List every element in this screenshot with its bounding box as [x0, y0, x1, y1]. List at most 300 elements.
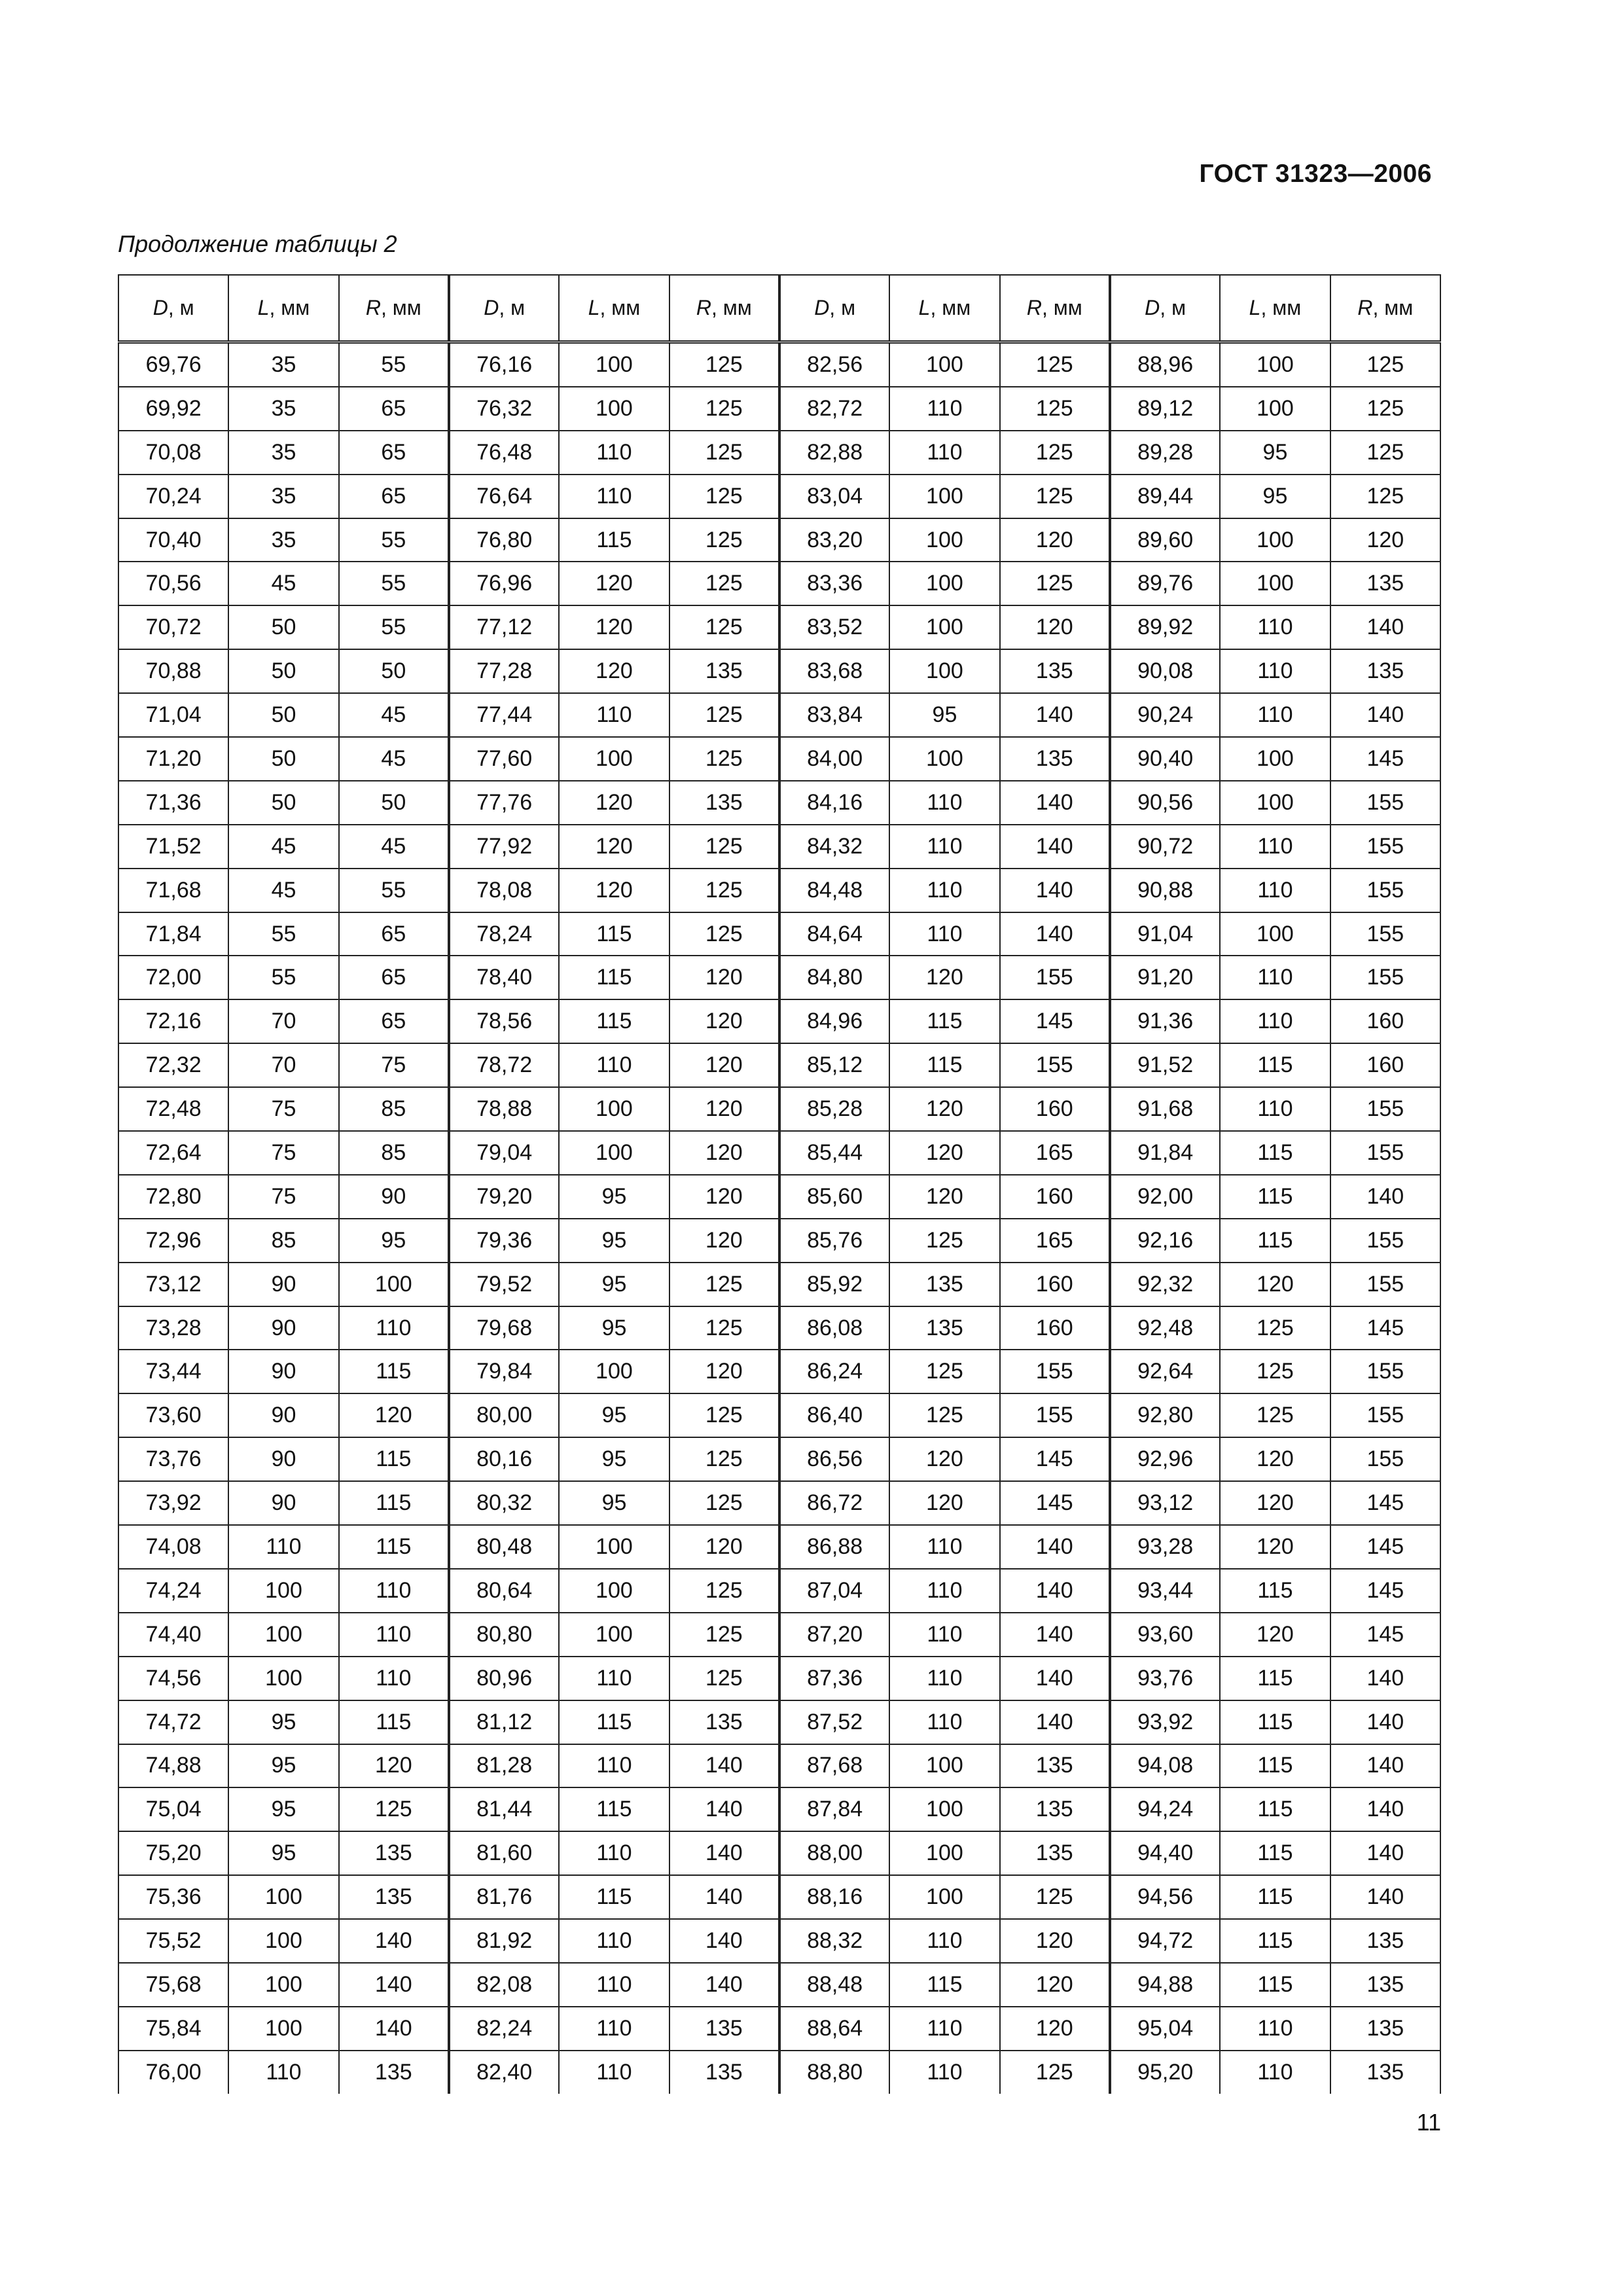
- table-cell: 85,60: [779, 1175, 889, 1219]
- table-cell: 115: [559, 1787, 669, 1831]
- table-cell: 120: [889, 1087, 999, 1131]
- table-cell: 120: [1000, 605, 1110, 649]
- table-cell: 100: [1220, 781, 1330, 825]
- table-cell: 71,84: [118, 912, 228, 956]
- table-cell: 125: [669, 912, 779, 956]
- table-cell: 120: [669, 1219, 779, 1263]
- table-cell: 90,08: [1110, 649, 1220, 693]
- table-row: [118, 1744, 1440, 1788]
- table-cell: 115: [559, 912, 669, 956]
- table-cell: 86,72: [779, 1481, 889, 1525]
- table-cell: 86,88: [779, 1525, 889, 1569]
- column-symbol: R: [1026, 296, 1042, 319]
- table-cell: 125: [1000, 475, 1110, 518]
- table-cell: 100: [889, 1787, 999, 1831]
- table-cell: 80,00: [449, 1393, 559, 1437]
- table-cell: 110: [889, 1569, 999, 1613]
- table-cell: 140: [1000, 825, 1110, 869]
- table-row: [118, 1131, 1440, 1175]
- table-cell: 71,68: [118, 869, 228, 912]
- table-cell: 55: [339, 562, 449, 605]
- table-cell: 75,04: [118, 1787, 228, 1831]
- column-symbol: L: [1249, 296, 1261, 319]
- table-row: [118, 1787, 1440, 1831]
- table-cell: 165: [1000, 1131, 1110, 1175]
- table-cell: 81,76: [449, 1875, 559, 1919]
- table-cell: 83,68: [779, 649, 889, 693]
- table-cell: 95: [339, 1219, 449, 1263]
- table-cell: 35: [228, 475, 338, 518]
- table-cell: 72,96: [118, 1219, 228, 1263]
- table-cell: 95: [559, 1306, 669, 1350]
- table-cell: 110: [1220, 605, 1330, 649]
- table-cell: 110: [1220, 825, 1330, 869]
- table-cell: 75: [228, 1131, 338, 1175]
- table-cell: 70: [228, 1043, 338, 1087]
- table-cell: 83,04: [779, 475, 889, 518]
- table-cell: 50: [339, 649, 449, 693]
- table-cell: 80,48: [449, 1525, 559, 1569]
- table-cell: 110: [339, 1569, 449, 1613]
- table-cell: 110: [559, 1744, 669, 1788]
- table-cell: 110: [889, 869, 999, 912]
- table-cell: 155: [1000, 1393, 1110, 1437]
- table-cell: 135: [339, 1831, 449, 1875]
- table-cell: 110: [339, 1613, 449, 1657]
- table-cell: 50: [228, 781, 338, 825]
- column-header: [1000, 275, 1110, 342]
- table-cell: 91,36: [1110, 999, 1220, 1043]
- table-cell: 74,24: [118, 1569, 228, 1613]
- table-cell: 83,36: [779, 562, 889, 605]
- table-cell: 120: [559, 781, 669, 825]
- table-cell: 89,12: [1110, 387, 1220, 431]
- table-row: [118, 1657, 1440, 1700]
- table-cell: 115: [1220, 1744, 1330, 1788]
- table-cell: 100: [889, 1831, 999, 1875]
- table-cell: 87,68: [779, 1744, 889, 1788]
- table-cell: 100: [559, 387, 669, 431]
- table-cell: 74,88: [118, 1744, 228, 1788]
- table-cell: 90: [228, 1263, 338, 1306]
- table-cell: 110: [559, 2051, 669, 2094]
- table-row: [118, 869, 1440, 912]
- table-cell: 120: [559, 649, 669, 693]
- table-cell: 65: [339, 387, 449, 431]
- column-symbol: R: [1357, 296, 1373, 319]
- table-cell: 135: [1330, 2051, 1440, 2094]
- column-symbol: D: [814, 296, 830, 319]
- table-row: [118, 1875, 1440, 1919]
- table-cell: 90: [228, 1350, 338, 1393]
- table-cell: 83,52: [779, 605, 889, 649]
- table-cell: 100: [559, 1350, 669, 1393]
- table-cell: 45: [228, 825, 338, 869]
- table-cell: 88,64: [779, 2007, 889, 2051]
- table-cell: 70,24: [118, 475, 228, 518]
- table-cell: 140: [1330, 1831, 1440, 1875]
- table-cell: 65: [339, 431, 449, 475]
- table-cell: 74,40: [118, 1613, 228, 1657]
- table-cell: 100: [559, 342, 669, 387]
- table-row: [118, 1437, 1440, 1481]
- table-cell: 69,76: [118, 342, 228, 387]
- table-cell: 125: [669, 431, 779, 475]
- table-cell: 93,12: [1110, 1481, 1220, 1525]
- table-cell: 145: [1330, 1306, 1440, 1350]
- table-cell: 76,00: [118, 2051, 228, 2094]
- table-cell: 110: [1220, 2051, 1330, 2094]
- table-cell: 135: [339, 1875, 449, 1919]
- table-row: [118, 1831, 1440, 1875]
- table-cell: 125: [669, 1569, 779, 1613]
- table-cell: 73,92: [118, 1481, 228, 1525]
- table-cell: 84,80: [779, 956, 889, 999]
- table-cell: 72,80: [118, 1175, 228, 1219]
- table-cell: 35: [228, 518, 338, 562]
- table-cell: 70,88: [118, 649, 228, 693]
- table-cell: 100: [559, 737, 669, 781]
- table-cell: 115: [1220, 1875, 1330, 1919]
- column-unit: , мм: [269, 296, 310, 319]
- table-cell: 79,52: [449, 1263, 559, 1306]
- table-cell: 81,44: [449, 1787, 559, 1831]
- table-cell: 75,36: [118, 1875, 228, 1919]
- table-cell: 140: [669, 1963, 779, 2007]
- table-cell: 125: [669, 518, 779, 562]
- table-cell: 70,72: [118, 605, 228, 649]
- column-header: [118, 275, 228, 342]
- table-cell: 84,48: [779, 869, 889, 912]
- table-cell: 90: [228, 1306, 338, 1350]
- table-cell: 77,12: [449, 605, 559, 649]
- table-cell: 93,92: [1110, 1700, 1220, 1744]
- page-number: 11: [1416, 2109, 1441, 2136]
- table-cell: 55: [339, 342, 449, 387]
- table-cell: 155: [1330, 1219, 1440, 1263]
- table-cell: 70,40: [118, 518, 228, 562]
- table-cell: 115: [339, 1700, 449, 1744]
- table-cell: 115: [339, 1525, 449, 1569]
- table-cell: 78,08: [449, 869, 559, 912]
- table-cell: 145: [1000, 1437, 1110, 1481]
- table-cell: 120: [1220, 1481, 1330, 1525]
- table-cell: 100: [228, 1613, 338, 1657]
- data-table: [118, 274, 1441, 2094]
- table-cell: 72,32: [118, 1043, 228, 1087]
- table-cell: 65: [339, 475, 449, 518]
- table-cell: 100: [889, 605, 999, 649]
- table-cell: 115: [1220, 1700, 1330, 1744]
- table-cell: 73,76: [118, 1437, 228, 1481]
- table-cell: 135: [1330, 1919, 1440, 1963]
- table-cell: 88,32: [779, 1919, 889, 1963]
- table-cell: 120: [339, 1744, 449, 1788]
- table-cell: 120: [1220, 1437, 1330, 1481]
- table-cell: 100: [889, 1744, 999, 1788]
- table-cell: 95: [228, 1700, 338, 1744]
- table-cell: 160: [1000, 1306, 1110, 1350]
- column-symbol: D: [152, 296, 168, 319]
- table-cell: 78,24: [449, 912, 559, 956]
- table-cell: 120: [889, 1437, 999, 1481]
- table-cell: 74,72: [118, 1700, 228, 1744]
- table-cell: 115: [889, 1963, 999, 2007]
- table-cell: 120: [669, 1525, 779, 1569]
- table-cell: 110: [559, 475, 669, 518]
- table-cell: 91,52: [1110, 1043, 1220, 1087]
- table-cell: 140: [1330, 1657, 1440, 1700]
- table-cell: 140: [1330, 605, 1440, 649]
- table-cell: 110: [339, 1657, 449, 1700]
- table-cell: 84,00: [779, 737, 889, 781]
- column-unit: , м: [829, 296, 856, 319]
- table-row: [118, 1569, 1440, 1613]
- table-cell: 94,88: [1110, 1963, 1220, 2007]
- table-cell: 35: [228, 387, 338, 431]
- table-cell: 125: [669, 737, 779, 781]
- table-cell: 80,64: [449, 1569, 559, 1613]
- table-header: [118, 275, 1440, 342]
- table-cell: 155: [1330, 1393, 1440, 1437]
- table-cell: 82,08: [449, 1963, 559, 2007]
- table-cell: 100: [1220, 737, 1330, 781]
- table-cell: 155: [1330, 781, 1440, 825]
- table-cell: 115: [559, 956, 669, 999]
- table-cell: 125: [889, 1393, 999, 1437]
- table-cell: 145: [1000, 1481, 1110, 1525]
- table-cell: 75,84: [118, 2007, 228, 2051]
- table-cell: 70,56: [118, 562, 228, 605]
- table-cell: 78,72: [449, 1043, 559, 1087]
- table-cell: 70,08: [118, 431, 228, 475]
- table-cell: 110: [559, 1831, 669, 1875]
- column-header: [449, 275, 559, 342]
- table-cell: 110: [339, 1306, 449, 1350]
- table-cell: 125: [669, 693, 779, 737]
- table-cell: 92,64: [1110, 1350, 1220, 1393]
- table-cell: 87,20: [779, 1613, 889, 1657]
- table-cell: 92,80: [1110, 1393, 1220, 1437]
- table-cell: 91,84: [1110, 1131, 1220, 1175]
- table-cell: 110: [889, 825, 999, 869]
- table-cell: 100: [228, 1875, 338, 1919]
- table-cell: 83,84: [779, 693, 889, 737]
- table-cell: 115: [559, 1875, 669, 1919]
- table-row: [118, 999, 1440, 1043]
- table-row: [118, 825, 1440, 869]
- table-cell: 100: [559, 1569, 669, 1613]
- table-cell: 155: [1330, 1350, 1440, 1393]
- table-cell: 80,16: [449, 1437, 559, 1481]
- table-cell: 100: [889, 518, 999, 562]
- table-cell: 135: [1000, 1831, 1110, 1875]
- table-cell: 115: [1220, 1175, 1330, 1219]
- table-cell: 84,16: [779, 781, 889, 825]
- table-cell: 86,08: [779, 1306, 889, 1350]
- table-cell: 88,00: [779, 1831, 889, 1875]
- table-cell: 45: [339, 693, 449, 737]
- table-cell: 125: [669, 605, 779, 649]
- table-cell: 140: [669, 1875, 779, 1919]
- table-cell: 135: [1330, 1963, 1440, 2007]
- table-cell: 73,12: [118, 1263, 228, 1306]
- table-cell: 88,80: [779, 2051, 889, 2094]
- table-cell: 74,08: [118, 1525, 228, 1569]
- table-row: [118, 605, 1440, 649]
- table-cell: 115: [339, 1350, 449, 1393]
- table-cell: 110: [889, 1613, 999, 1657]
- table-cell: 120: [1220, 1613, 1330, 1657]
- table-cell: 80,80: [449, 1613, 559, 1657]
- table-cell: 145: [1000, 999, 1110, 1043]
- table-cell: 82,40: [449, 2051, 559, 2094]
- table-cell: 75: [228, 1087, 338, 1131]
- table-cell: 140: [339, 2007, 449, 2051]
- table-cell: 81,60: [449, 1831, 559, 1875]
- table-row: [118, 342, 1440, 387]
- table-row: [118, 387, 1440, 431]
- table-cell: 115: [1220, 1657, 1330, 1700]
- table-cell: 100: [889, 562, 999, 605]
- table-cell: 125: [669, 825, 779, 869]
- table-cell: 125: [1000, 387, 1110, 431]
- table-cell: 83,20: [779, 518, 889, 562]
- table-cell: 85: [339, 1131, 449, 1175]
- table-cell: 110: [889, 387, 999, 431]
- table-cell: 120: [559, 825, 669, 869]
- table-row: [118, 1219, 1440, 1263]
- table-cell: 125: [1330, 431, 1440, 475]
- table-cell: 110: [559, 693, 669, 737]
- table-cell: 95: [889, 693, 999, 737]
- column-unit: , мм: [1372, 296, 1414, 319]
- table-cell: 120: [1000, 1919, 1110, 1963]
- table-cell: 87,52: [779, 1700, 889, 1744]
- table-cell: 110: [889, 1919, 999, 1963]
- table-cell: 110: [1220, 869, 1330, 912]
- table-cell: 80,32: [449, 1481, 559, 1525]
- table-cell: 155: [1330, 956, 1440, 999]
- table-cell: 75: [339, 1043, 449, 1087]
- column-symbol: D: [1145, 296, 1160, 319]
- table-cell: 100: [889, 737, 999, 781]
- table-cell: 100: [889, 475, 999, 518]
- table-cell: 110: [889, 1700, 999, 1744]
- table-cell: 77,92: [449, 825, 559, 869]
- table-cell: 90,72: [1110, 825, 1220, 869]
- table-cell: 70: [228, 999, 338, 1043]
- table-cell: 100: [1220, 518, 1330, 562]
- table-cell: 88,48: [779, 1963, 889, 2007]
- table-cell: 120: [669, 1175, 779, 1219]
- table-cell: 110: [559, 2007, 669, 2051]
- table-body: [118, 342, 1440, 2094]
- table-cell: 82,72: [779, 387, 889, 431]
- table-cell: 110: [1220, 2007, 1330, 2051]
- table-cell: 120: [1220, 1525, 1330, 1569]
- table-cell: 125: [669, 1393, 779, 1437]
- table-cell: 120: [559, 562, 669, 605]
- table-cell: 90: [339, 1175, 449, 1219]
- table-cell: 100: [228, 1657, 338, 1700]
- table-row: [118, 1043, 1440, 1087]
- table-cell: 100: [228, 1963, 338, 2007]
- table-cell: 115: [559, 999, 669, 1043]
- table-cell: 45: [339, 825, 449, 869]
- table-cell: 155: [1330, 869, 1440, 912]
- table-cell: 79,68: [449, 1306, 559, 1350]
- table-cell: 79,20: [449, 1175, 559, 1219]
- table-row: [118, 1919, 1440, 1963]
- table-row: [118, 1393, 1440, 1437]
- table-cell: 84,96: [779, 999, 889, 1043]
- table-cell: 91,68: [1110, 1087, 1220, 1131]
- table-cell: 140: [669, 1919, 779, 1963]
- column-symbol: L: [257, 296, 270, 319]
- table-cell: 155: [1330, 1263, 1440, 1306]
- table-cell: 79,84: [449, 1350, 559, 1393]
- table-cell: 145: [1330, 1613, 1440, 1657]
- table-cell: 45: [228, 562, 338, 605]
- table-cell: 135: [669, 2007, 779, 2051]
- table-cell: 110: [559, 431, 669, 475]
- table-cell: 77,44: [449, 693, 559, 737]
- table-cell: 65: [339, 956, 449, 999]
- table-cell: 73,44: [118, 1350, 228, 1393]
- table-cell: 92,96: [1110, 1437, 1220, 1481]
- table-cell: 155: [1330, 1437, 1440, 1481]
- table-row: [118, 737, 1440, 781]
- table-cell: 125: [1220, 1350, 1330, 1393]
- column-header: [1220, 275, 1330, 342]
- table-cell: 155: [1000, 956, 1110, 999]
- table-row: [118, 1087, 1440, 1131]
- table-cell: 110: [889, 1657, 999, 1700]
- table-cell: 115: [1220, 1131, 1330, 1175]
- table-cell: 125: [669, 562, 779, 605]
- table-cell: 110: [889, 431, 999, 475]
- table-cell: 71,36: [118, 781, 228, 825]
- table-cell: 125: [669, 869, 779, 912]
- table-cell: 91,20: [1110, 956, 1220, 999]
- table-cell: 120: [559, 869, 669, 912]
- table-cell: 90,40: [1110, 737, 1220, 781]
- table-cell: 45: [339, 737, 449, 781]
- table-cell: 140: [339, 1919, 449, 1963]
- column-header: [339, 275, 449, 342]
- table-cell: 110: [1220, 999, 1330, 1043]
- table-cell: 77,28: [449, 649, 559, 693]
- table-cell: 120: [889, 1175, 999, 1219]
- table-cell: 140: [339, 1963, 449, 2007]
- table-row: [118, 693, 1440, 737]
- table-cell: 115: [1220, 1043, 1330, 1087]
- table-cell: 85,28: [779, 1087, 889, 1131]
- table-cell: 71,20: [118, 737, 228, 781]
- table-cell: 140: [1330, 693, 1440, 737]
- table-cell: 125: [1220, 1306, 1330, 1350]
- table-cell: 50: [228, 605, 338, 649]
- table-cell: 135: [1330, 649, 1440, 693]
- table-cell: 125: [669, 1263, 779, 1306]
- table-cell: 155: [1000, 1043, 1110, 1087]
- table-cell: 135: [889, 1306, 999, 1350]
- table-row: [118, 781, 1440, 825]
- table-cell: 78,88: [449, 1087, 559, 1131]
- table-cell: 87,84: [779, 1787, 889, 1831]
- table-cell: 140: [1330, 1787, 1440, 1831]
